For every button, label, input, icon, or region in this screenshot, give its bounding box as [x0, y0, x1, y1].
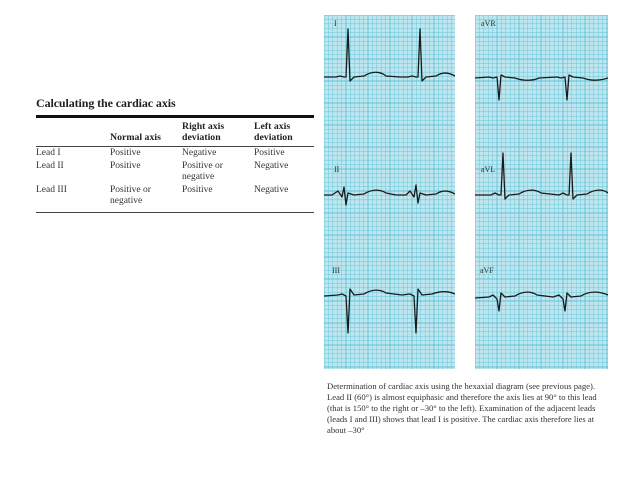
- table-cell: Positive: [254, 147, 314, 161]
- lead-label-ii: II: [334, 165, 340, 174]
- table-row: [36, 160, 314, 184]
- table-cell: Lead II: [36, 161, 64, 171]
- table-cell-text: Positive or negative: [182, 161, 223, 182]
- ecg-figure: [324, 15, 608, 369]
- axis-table: [36, 118, 314, 208]
- table-cell: Lead III: [36, 185, 67, 195]
- lead-label-avr: aVR: [481, 19, 496, 28]
- table-cell: [182, 160, 254, 184]
- table-bottom-rule: [36, 212, 314, 213]
- table-row: [36, 184, 314, 208]
- axis-table-section: [36, 96, 314, 213]
- table-row: [36, 147, 314, 161]
- header-right-axis-deviation: [182, 118, 254, 147]
- ecg-strip-left: [324, 15, 455, 369]
- header-left-axis-deviation: [254, 118, 314, 147]
- table-cell: Negative: [182, 147, 254, 161]
- table-cell: Positive: [110, 161, 141, 171]
- table-title: Calculating the cardiac axis: [36, 96, 176, 110]
- table-header-row: [36, 118, 314, 147]
- header-blank: [36, 118, 110, 147]
- table-cell: Positive: [110, 147, 182, 161]
- lead-label-iii: III: [332, 266, 340, 275]
- header-normal-axis: Normal axis: [110, 132, 161, 143]
- lead-label-avl: aVL: [481, 165, 496, 174]
- header-right-text: Right axis deviation: [182, 121, 225, 143]
- figure-caption: Determination of cardiac axis using the hexaxial diagram (see previous page). Lead II (60°) is almost equiphasic and therefore the axis lies at 90° to this lead (that is 150° to the right or –30° to the left). Examination of the adjacent leads (leads I and III) shows that lead I is positive. The cardiac axis therefore lies at about –30°: [327, 381, 597, 435]
- table-cell: Lead I: [36, 147, 110, 161]
- table-cell-text: Positive or negative: [110, 185, 151, 206]
- table-cell: [110, 184, 182, 208]
- ecg-strip-right: [475, 15, 608, 369]
- header-left-text: Left axis deviation: [254, 121, 293, 143]
- lead-label-i: I: [334, 19, 337, 28]
- table-cell: Negative: [254, 185, 289, 195]
- ecg-grid-background: [475, 15, 608, 369]
- lead-label-avf: aVF: [480, 266, 494, 275]
- table-cell: Positive: [182, 185, 213, 195]
- table-cell: Negative: [254, 161, 289, 171]
